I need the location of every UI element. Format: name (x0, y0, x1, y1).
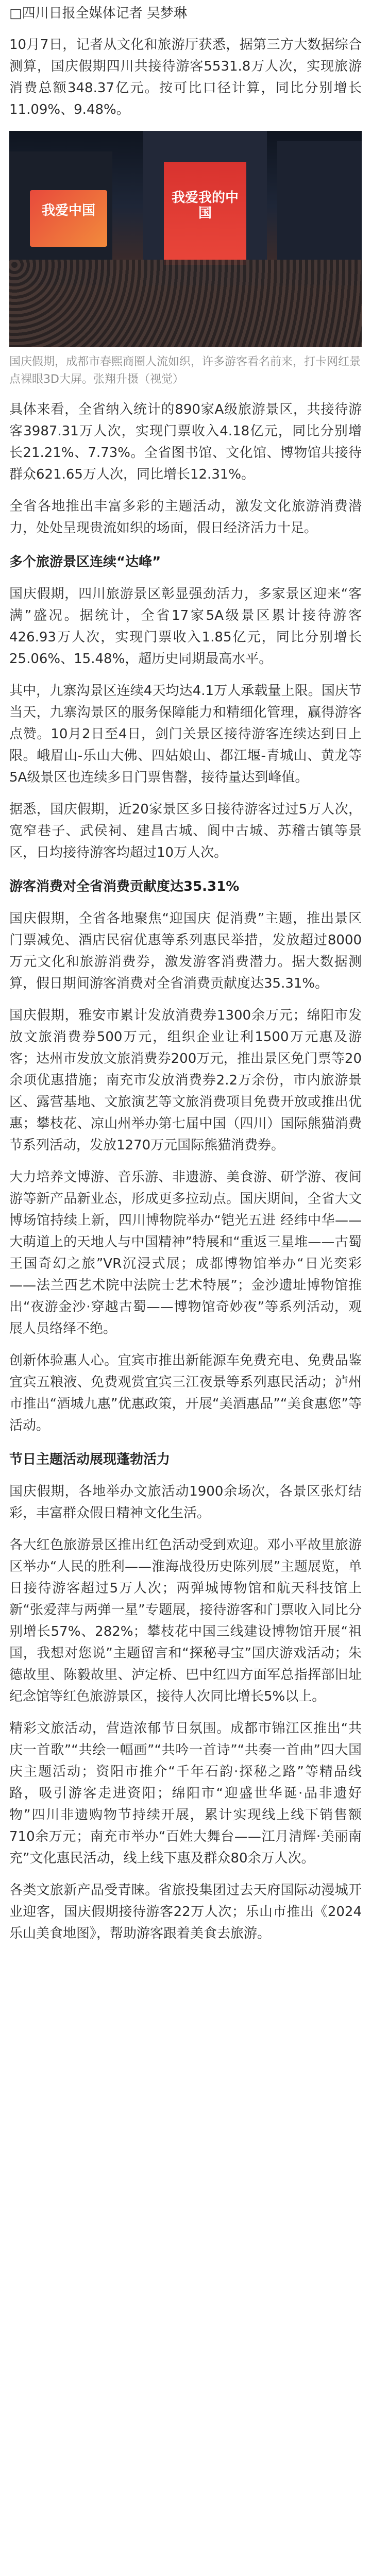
byline: □四川日报全媒体记者 吴梦琳 (9, 6, 187, 21)
paragraph-5: 据悉，国庆假期，近20家景区多日接待游客过过5万人次，宽窄巷子、武侯祠、建昌古城、阆中古城、苏稽古镇等景区，日均接待游客均超过10万人次。 (9, 802, 362, 860)
intro-paragraph: 10月7日，记者从文化和旅游厅获悉，据第三方大数据综合测算，国庆假期四川共接待游客5531.8万人次，实现旅游消费总额348.37亿元。按可比口径计算，同比分别增长11.09%、9.48%。 (9, 37, 362, 117)
paragraph-2: 全省各地推出丰富多彩的主题活动，激发文化旅游消费潜力，处处呈现贵流如织的场面，假日经济活力十足。 (9, 499, 362, 536)
photo-caption: 国庆假期，成都市春熙商圈人流如织，许多游客看名前来，打卡网红景点裸眼3D大屏。张翔升摄（视觉） (9, 355, 361, 386)
led-screen-right (164, 162, 246, 265)
news-photo-figure (9, 131, 362, 388)
news-photo[interactable] (9, 131, 362, 347)
led-screen-left-text: 我爱中国 (41, 203, 95, 218)
paragraph-13: 各类文旅新产品受青睐。省旅投集团过去天府国际动漫城开业迎客，国庆假期接待游客22万人次；乐山市推出《2024乐山美食地图》，帮助游客跟着美食去旅游。 (9, 1883, 362, 1941)
paragraph-7: 国庆假期，雅安市累计发放消费券1300余万元；绵阳市发放文旅消费券500万元，组织企业让利1500万元惠及游客；达州市发放文旅消费券200万元，推出景区免门票等20余项优惠措施；南充市发放消费券2.2万余份，市内旅游景区、露营基地、文旅演艺等文旅消费项目免费开放或推出优惠；攀枝花、凉山州举办第七届中国（四川）国际熊猫消费节系列活动，发放1270万元国际熊猫消费券。 (9, 1008, 362, 1153)
paragraph-4: 其中，九寨沟景区连续4天均达4.1万人承载量上限。国庆节当天，九寨沟景区的服务保障能力和精细化管理，赢得游客点赞。10月2日至4日，剑门关景区接待游客连续达到日上限。峨眉山-乐山大佛、四姑娘山、都江堰-青城山、黄龙等5A级景区也连续多日门票售罄，接待量达到峰值。 (9, 683, 362, 785)
paragraph-1: 具体来看，全省纳入统计的890家A级旅游景区，共接待游客3987.31万人次，实现门票收入4.18亿元，同比分别增长21.21%、7.73%。全省图书馆、文化馆、博物馆共接待群众621.65万人次，同比增长12.31%。 (9, 402, 362, 482)
paragraph-11: 各大红色旅游景区推出红色活动受到欢迎。邓小平故里旅游区举办“人民的胜利——淮海战役历史陈列展”主题展览，单日接待游客超过5万人次；两弹城博物馆和航天科技馆上新“张爱萍与两弹一星”专题展，接待游客和门票收入同比分别增长57%、282%；攀枝花中国三线建设博物馆开展“祖国，我想对您说”主题留言和“探秘寻宝”国庆游戏活动；朱德故里、陈毅故里、泸定桥、巴中红四方面军总指挥部旧址纪念馆等红色旅游景区，接待人次同比增长5%以上。 (9, 1537, 362, 1704)
paragraph-10: 国庆假期，各地举办文旅活动1900余场次，各景区张灯结彩，丰富群众假日精神文化生活。 (9, 1484, 362, 1521)
paragraph-6: 国庆假期，全省各地聚焦“迎国庆 促消费”主题，推出景区门票减免、酒店民宿优惠等系列惠民举措，发放超过8000万元文化和旅游消费券，激发游客消费潜力。据大数据测算，假日期间游客消费对全省消费贡献度达35.31%。 (9, 911, 362, 991)
paragraph-8: 大力培养文博游、音乐游、非遗游、美食游、研学游、夜间游等新产品新业态，形成更多拉动点。国庆期间，全省大文博场馆持续上新，四川博物院举办“铠光五进 经纬中华——大萌道上的天地人与中国精神”特展和“重返三星堆——古蜀王国奇幻之旅”VR沉浸式展；成都博物馆举办“日光奕彩——法兰西艺术院中法院士艺术特展”；金沙遗址博物馆推出“夜游金沙·穿越古蜀——博物馆奇妙夜”等系列活动，观展人员络绎不绝。 (9, 1170, 362, 1336)
section-heading-2: 游客消费对全省消费贡献度达35.31% (9, 879, 240, 894)
section-heading-1: 多个旅游景区连续“达峰” (9, 554, 161, 570)
paragraph-3: 国庆假期，四川旅游景区彰显强劲活力，多家景区迎来“客满”盛况。据统计，全省17家5A级景区累计接待游客426.93万人次，实现门票收入1.85亿元，同比分别增长25.06%、15.48%，超历史同期最高水平。 (9, 586, 362, 667)
section-heading-3: 节日主题活动展现蓬勃活力 (9, 1452, 171, 1467)
paragraph-9: 创新体验惠人心。宜宾市推出新能源车免费充电、免费品鉴宜宾五粮液、免费观赏宜宾三江夜景等系列惠民活动；泸州市推出“酒城九惠”优惠政策，开展“美酒惠品”“美食惠您”等活动。 (9, 1353, 362, 1433)
crowd (9, 260, 362, 347)
led-screen-left (30, 190, 107, 247)
led-screen-right-text: 我爱我的中国 (171, 190, 239, 221)
paragraph-12: 精彩文旅活动，营造浓郁节日氛围。成都市锦江区推出“共庆一首歌”“共绘一幅画”“共吟一首诗”“共奏一首曲”四大国庆主题活动；资阳市推介“千年石韵·探秘之路”等精品线路，吸引游客走进资阳；绵阳市“迎盛世华诞·品非遗好物”四川非遗购物节持续开展，累计实现线上线下销售额710余万元；南充市举办“百姓大舞台——江月清辉·美丽南充”文化惠民活动，线上线下惠及群众80余万人次。 (9, 1721, 362, 1866)
